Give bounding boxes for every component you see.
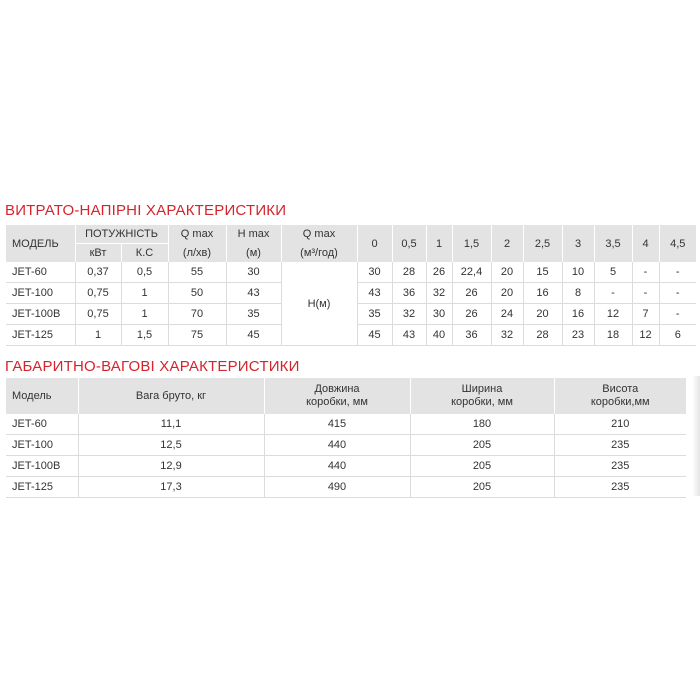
cell-head-value: 23	[562, 325, 594, 346]
header-weight: Вага бруто, кг	[78, 378, 264, 414]
cell-width: 205	[410, 456, 554, 477]
cell-head-value: 16	[562, 304, 594, 325]
header-model: Модель	[6, 378, 78, 414]
cell-head-label: H(м)	[281, 262, 357, 346]
header-flow: 2	[491, 225, 523, 262]
cell-model: JET-100B	[6, 304, 75, 325]
cell-head-value: 22,4	[452, 262, 491, 283]
cell-head-value: 26	[452, 283, 491, 304]
header-height-line2: коробки,мм	[590, 396, 650, 408]
header-power: ПОТУЖНІСТЬ	[75, 225, 168, 244]
header-width-line1: Ширина	[461, 383, 503, 395]
cell-head-value: 10	[562, 262, 594, 283]
cell-hmax: 45	[226, 325, 281, 346]
table-row	[6, 262, 696, 283]
cell-head-value: 6	[659, 325, 696, 346]
cell-kw: 1	[75, 325, 121, 346]
cell-head-value: 36	[392, 283, 426, 304]
header-flow: 2,5	[523, 225, 562, 262]
cell-head-value: 26	[426, 262, 452, 283]
cell-head-value: 20	[491, 262, 523, 283]
cell-head-value: -	[632, 262, 659, 283]
cell-head-value: 32	[392, 304, 426, 325]
cell-weight: 17,3	[78, 477, 264, 498]
cell-head-value: -	[594, 283, 632, 304]
cell-model: JET-60	[6, 262, 75, 283]
cell-width: 205	[410, 477, 554, 498]
cell-qmax: 50	[168, 283, 226, 304]
section-title-flow-head: ВИТРАТО-НАПІРНІ ХАРАКТЕРИСТИКИ	[5, 202, 287, 219]
cell-weight: 12,5	[78, 435, 264, 456]
table-row	[6, 477, 686, 498]
cell-head-value: -	[632, 283, 659, 304]
cell-head-value: 20	[523, 304, 562, 325]
cell-length: 415	[264, 414, 410, 435]
table-row	[6, 456, 686, 477]
header-flow: 1	[426, 225, 452, 262]
cell-hp: 0,5	[121, 262, 168, 283]
cell-head-value: 43	[392, 325, 426, 346]
cell-head-value: -	[659, 262, 696, 283]
header-hmax: H max	[226, 225, 281, 244]
cell-head-value: 16	[523, 283, 562, 304]
header-flow: 0,5	[392, 225, 426, 262]
cell-height: 235	[554, 435, 686, 456]
cell-height: 235	[554, 477, 686, 498]
cell-head-value: 35	[357, 304, 392, 325]
cell-model: JET-125	[6, 325, 75, 346]
table-row	[6, 435, 686, 456]
cell-hp: 1	[121, 283, 168, 304]
header-flow: 4,5	[659, 225, 696, 262]
cell-width: 205	[410, 435, 554, 456]
cell-length: 490	[264, 477, 410, 498]
cell-hmax: 43	[226, 283, 281, 304]
cell-head-value: 32	[426, 283, 452, 304]
flow-head-table	[6, 225, 696, 346]
cell-hmax: 35	[226, 304, 281, 325]
cell-head-value: 12	[632, 325, 659, 346]
cell-head-value: 30	[426, 304, 452, 325]
header-length	[264, 378, 410, 414]
page-edge-shadow	[692, 376, 700, 496]
cell-head-value: 36	[452, 325, 491, 346]
cell-head-value: 30	[357, 262, 392, 283]
cell-head-value: 20	[491, 283, 523, 304]
cell-width: 180	[410, 414, 554, 435]
cell-length: 440	[264, 456, 410, 477]
section-title-dimensions: ГАБАРИТНО-ВАГОВІ ХАРАКТЕРИСТИКИ	[5, 358, 300, 375]
header-flow: 4	[632, 225, 659, 262]
header-height-line1: Висота	[602, 383, 639, 395]
cell-weight: 11,1	[78, 414, 264, 435]
header-kw: кВт	[75, 244, 121, 263]
table-row	[6, 414, 686, 435]
cell-head-value: 26	[452, 304, 491, 325]
cell-head-value: 24	[491, 304, 523, 325]
header-flow: 0	[357, 225, 392, 262]
cell-head-value: 40	[426, 325, 452, 346]
cell-hp: 1,5	[121, 325, 168, 346]
cell-head-value: 43	[357, 283, 392, 304]
cell-height: 235	[554, 456, 686, 477]
cell-hmax: 30	[226, 262, 281, 283]
cell-head-value: 12	[594, 304, 632, 325]
cell-model: JET-100	[6, 283, 75, 304]
header-hp: К.С	[121, 244, 168, 263]
cell-qmax: 70	[168, 304, 226, 325]
cell-head-value: 7	[632, 304, 659, 325]
header-hmax-unit: (м)	[226, 244, 281, 263]
header-length-line2: коробки, мм	[306, 396, 368, 408]
header-flow: 1,5	[452, 225, 491, 262]
cell-kw: 0,37	[75, 262, 121, 283]
header-height	[554, 378, 686, 414]
header-length-line1: Довжина	[314, 383, 360, 395]
cell-weight: 12,9	[78, 456, 264, 477]
header-flow: 3	[562, 225, 594, 262]
header-flow: 3,5	[594, 225, 632, 262]
cell-height: 210	[554, 414, 686, 435]
cell-length: 440	[264, 435, 410, 456]
cell-head-value: -	[659, 304, 696, 325]
cell-model: JET-100	[6, 435, 78, 456]
header-qmax-unit: (л/хв)	[168, 244, 226, 263]
cell-head-value: 28	[523, 325, 562, 346]
cell-qmax: 55	[168, 262, 226, 283]
cell-head-value: 8	[562, 283, 594, 304]
cell-hp: 1	[121, 304, 168, 325]
cell-head-value: 45	[357, 325, 392, 346]
cell-head-value: 28	[392, 262, 426, 283]
cell-kw: 0,75	[75, 304, 121, 325]
header-qmax-m3: Q max	[281, 225, 357, 244]
header-qmax: Q max	[168, 225, 226, 244]
dimensions-table	[6, 378, 686, 498]
cell-model: JET-60	[6, 414, 78, 435]
cell-model: JET-125	[6, 477, 78, 498]
header-qmax-m3-unit: (м³/год)	[281, 244, 357, 263]
cell-head-value: 15	[523, 262, 562, 283]
header-width-line2: коробки, мм	[451, 396, 513, 408]
header-width	[410, 378, 554, 414]
cell-kw: 0,75	[75, 283, 121, 304]
cell-head-value: 32	[491, 325, 523, 346]
cell-head-value: 5	[594, 262, 632, 283]
cell-head-value: -	[659, 283, 696, 304]
cell-model: JET-100B	[6, 456, 78, 477]
header-model: МОДЕЛЬ	[6, 225, 75, 262]
cell-head-value: 18	[594, 325, 632, 346]
cell-qmax: 75	[168, 325, 226, 346]
